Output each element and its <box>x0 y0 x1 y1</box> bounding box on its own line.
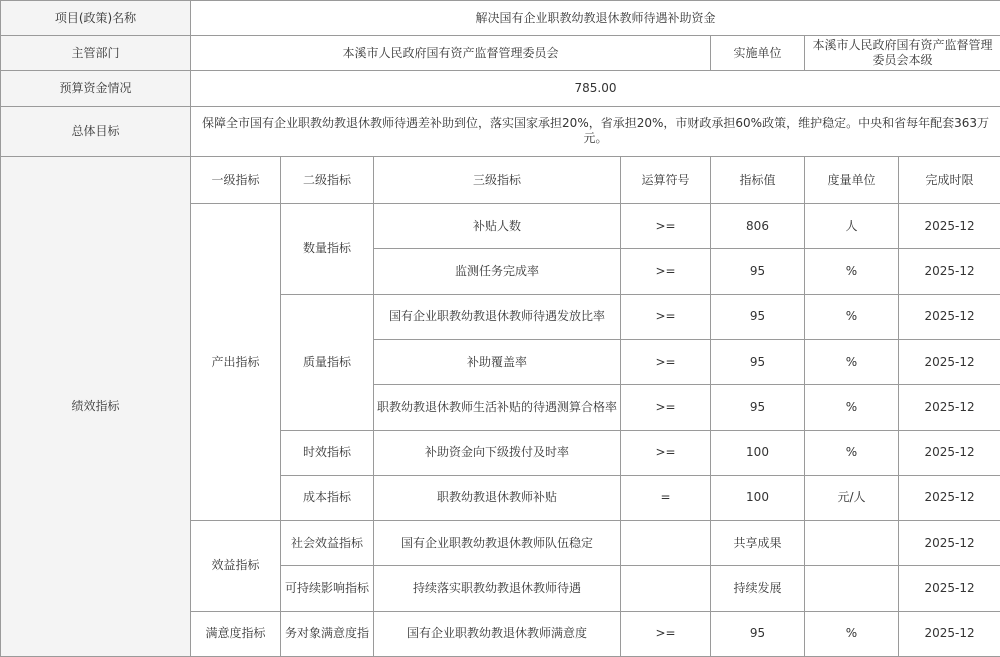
indicator-unit: % <box>805 430 899 475</box>
level1-output: 产出指标 <box>191 204 281 521</box>
level1-benefit: 效益指标 <box>191 521 281 612</box>
indicator-operator: = <box>621 475 711 520</box>
indicator-name: 职教幼教退休教师补贴 <box>374 475 621 520</box>
indicator-deadline: 2025-12 <box>899 611 1000 656</box>
indicator-unit: 元/人 <box>805 475 899 520</box>
goal-text: 保障全市国有企业职教幼教退休教师待遇差补助到位，落实国家承担20%，省承担20%，市财政承担60%政策，维护稳定。中央和省每年配套363万元。 <box>191 106 1000 156</box>
project-name-value: 解决国有企业职教幼教退休教师待遇补助资金 <box>191 1 1000 36</box>
level2-quality: 质量指标 <box>281 294 374 430</box>
indicator-deadline: 2025-12 <box>899 521 1000 566</box>
level2-social: 社会效益指标 <box>281 521 374 566</box>
indicator-unit <box>805 566 899 611</box>
indicator-value: 100 <box>711 430 805 475</box>
indicator-operator <box>621 566 711 611</box>
indicator-deadline: 2025-12 <box>899 339 1000 384</box>
indicator-value: 95 <box>711 385 805 430</box>
indicator-value: 806 <box>711 204 805 249</box>
row-overall-goal <box>1 106 1000 156</box>
indicator-unit: % <box>805 339 899 384</box>
indicator-deadline: 2025-12 <box>899 249 1000 294</box>
indicator-name: 持续落实职教幼教退休教师待遇 <box>374 566 621 611</box>
indicator-unit: % <box>805 249 899 294</box>
indicator-deadline: 2025-12 <box>899 204 1000 249</box>
indicator-name: 补助资金向下级拨付及时率 <box>374 430 621 475</box>
col-header-level1: 一级指标 <box>191 156 281 203</box>
impl-unit-value: 本溪市人民政府国有资产监督管理委员会本级 <box>805 36 1000 71</box>
indicator-value: 共享成果 <box>711 521 805 566</box>
indicator-operator: >= <box>621 204 711 249</box>
indicator-value: 持续发展 <box>711 566 805 611</box>
col-header-value: 指标值 <box>711 156 805 203</box>
indicator-operator: >= <box>621 294 711 339</box>
indicator-deadline: 2025-12 <box>899 294 1000 339</box>
dept-value: 本溪市人民政府国有资产监督管理委员会 <box>191 36 711 71</box>
indicator-value: 95 <box>711 294 805 339</box>
goal-label: 总体目标 <box>1 106 191 156</box>
indicator-deadline: 2025-12 <box>899 385 1000 430</box>
indicator-value: 100 <box>711 475 805 520</box>
indicator-name: 国有企业职教幼教退休教师队伍稳定 <box>374 521 621 566</box>
indicator-value: 95 <box>711 249 805 294</box>
indicator-unit: 人 <box>805 204 899 249</box>
indicator-deadline: 2025-12 <box>899 566 1000 611</box>
perf-label: 绩效指标 <box>1 156 191 656</box>
indicator-name: 国有企业职教幼教退休教师满意度 <box>374 611 621 656</box>
col-header-operator: 运算符号 <box>621 156 711 203</box>
indicator-name: 补贴人数 <box>374 204 621 249</box>
level1-satisfaction: 满意度指标 <box>191 611 281 656</box>
impl-unit-label: 实施单位 <box>711 36 805 71</box>
indicator-deadline: 2025-12 <box>899 430 1000 475</box>
level2-quantity: 数量指标 <box>281 204 374 295</box>
level2-service-satisfaction: 务对象满意度指 <box>281 611 374 656</box>
indicator-value: 95 <box>711 611 805 656</box>
dept-label: 主管部门 <box>1 36 191 71</box>
perf-header-row <box>1 156 1000 203</box>
indicator-operator: >= <box>621 339 711 384</box>
indicator-operator: >= <box>621 430 711 475</box>
indicator-name: 国有企业职教幼教退休教师待遇发放比率 <box>374 294 621 339</box>
indicator-operator: >= <box>621 249 711 294</box>
indicator-name: 补助覆盖率 <box>374 339 621 384</box>
col-header-deadline: 完成时限 <box>899 156 1000 203</box>
budget-label: 预算资金情况 <box>1 71 191 106</box>
indicator-unit: % <box>805 611 899 656</box>
row-budget <box>1 71 1000 106</box>
indicator-name: 监测任务完成率 <box>374 249 621 294</box>
indicator-value: 95 <box>711 339 805 384</box>
level2-cost: 成本指标 <box>281 475 374 520</box>
col-header-unit: 度量单位 <box>805 156 899 203</box>
indicator-unit <box>805 521 899 566</box>
budget-value: 785.00 <box>191 71 1000 106</box>
indicator-deadline: 2025-12 <box>899 475 1000 520</box>
row-project-name <box>1 1 1000 36</box>
level2-sustainable: 可持续影响指标 <box>281 566 374 611</box>
indicator-unit: % <box>805 385 899 430</box>
level2-timeliness: 时效指标 <box>281 430 374 475</box>
col-header-level3: 三级指标 <box>374 156 621 203</box>
project-name-label: 项目(政策)名称 <box>1 1 191 36</box>
indicator-operator: >= <box>621 611 711 656</box>
row-department <box>1 36 1000 71</box>
indicator-name: 职教幼教退休教师生活补贴的待遇测算合格率 <box>374 385 621 430</box>
indicator-operator <box>621 521 711 566</box>
col-header-level2: 二级指标 <box>281 156 374 203</box>
indicator-operator: >= <box>621 385 711 430</box>
indicator-unit: % <box>805 294 899 339</box>
